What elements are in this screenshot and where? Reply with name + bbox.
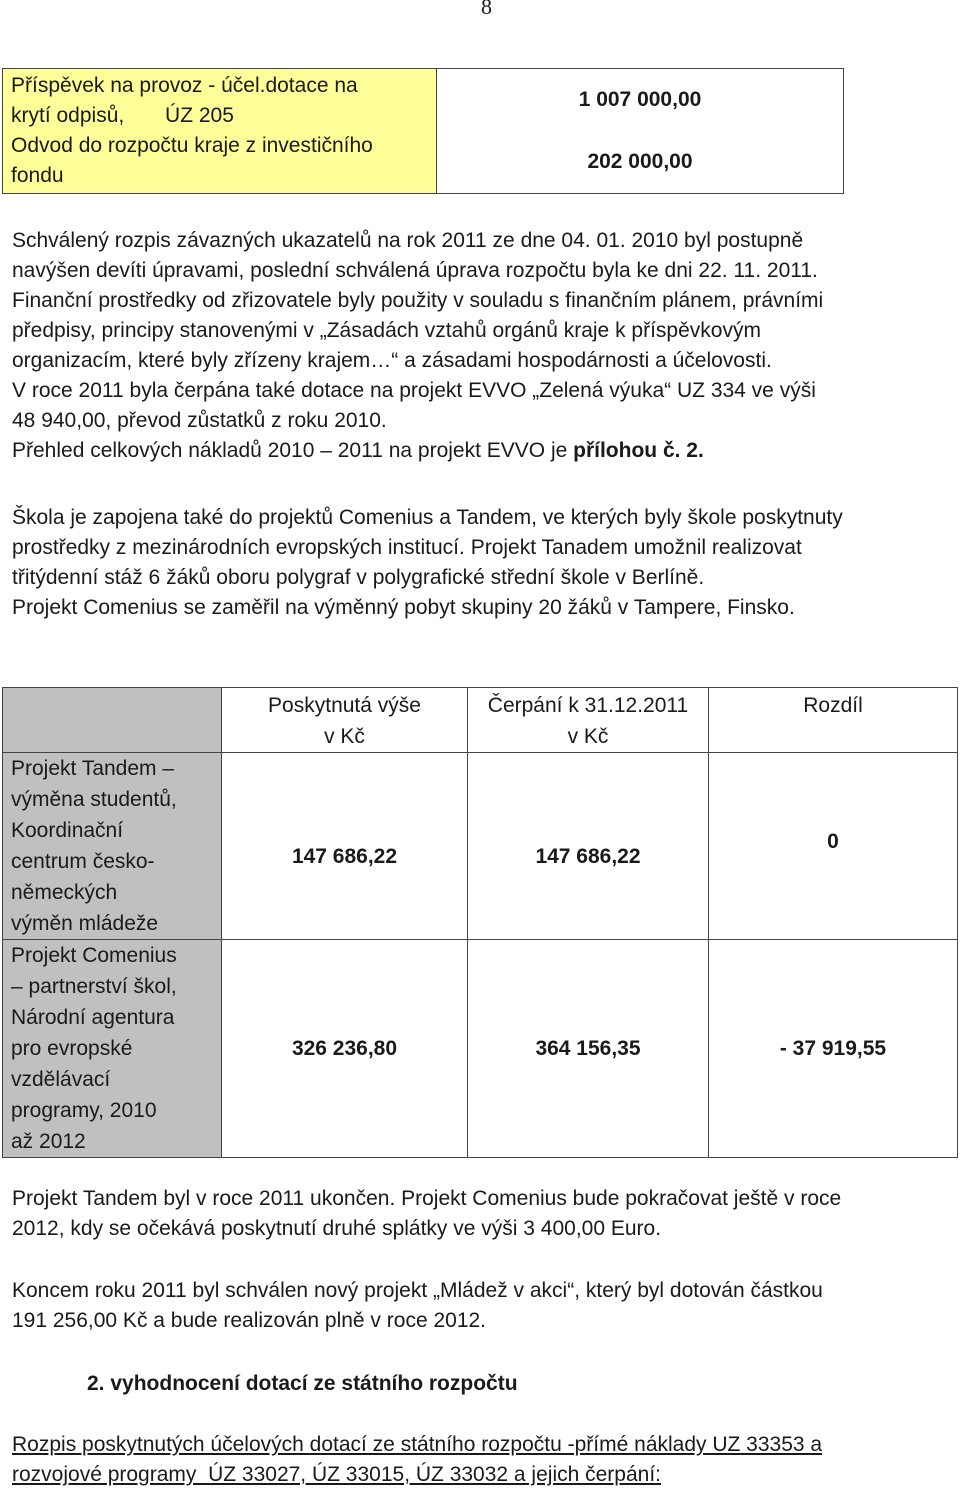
project-name-line: Projekt Comenius: [11, 944, 177, 967]
funding-values-cell: [437, 69, 844, 194]
funding-value: 1 007 000,00: [578, 88, 702, 111]
text-line: 2012, kdy se očekává poskytnutí druhé splátky ve výši 3 400,00 Euro.: [12, 1217, 662, 1240]
text-line: Projekt Tandem byl v roce 2011 ukončen. Projekt Comenius bude pokračovat ještě v roce: [12, 1187, 842, 1210]
text-line: organizacím, které byly zřízeny krajem…“ a zásadami hospodárnosti a účelovosti.: [12, 349, 772, 372]
difference-amount: 0: [709, 753, 958, 940]
project-funding-table: [2, 687, 958, 1158]
section-heading: 2. vyhodnocení dotací ze státního rozpočtu: [87, 1372, 518, 1395]
project-name-line: výměn mládeže: [11, 912, 159, 935]
text-line: Schválený rozpis závazných ukazatelů na rok 2011 ze dne 04. 01. 2010 byl postupně: [12, 229, 804, 252]
text-line: prostředky z mezinárodních evropských institucí. Projekt Tanadem umožnil realizovat: [12, 536, 802, 559]
project-name-line: výměna studentů,: [11, 788, 177, 811]
text-line: [12, 436, 952, 466]
column-header-line: Rozdíl: [803, 694, 863, 717]
column-header-line: v Kč: [567, 725, 609, 748]
provided-amount: 147 686,22: [222, 753, 468, 940]
youth-project-paragraph: [12, 1276, 952, 1336]
text-fragment: Přehled celkových nákladů 2010 – 2011 na projekt EVVO je: [12, 439, 574, 462]
spent-amount: 147 686,22: [468, 753, 709, 940]
project-name-line: až 2012: [11, 1130, 86, 1153]
project-name-line: Národní agentura: [11, 1006, 175, 1029]
funding-summary-table: [2, 68, 844, 194]
budget-paragraph: [12, 226, 952, 466]
text-line: třitýdenní stáž 6 žáků oboru polygraf v polygrafické střední škole v Berlíně.: [12, 566, 705, 589]
difference-amount: - 37 919,55: [709, 940, 958, 1158]
attachment-reference: přílohou č. 2.: [573, 439, 704, 462]
column-header-line: Čerpání k 31.12.2011: [487, 694, 689, 717]
text-line: Koncem roku 2011 byl schválen nový projekt „Mládež v akci“, který byl dotován částkou: [12, 1279, 823, 1302]
column-header: [709, 688, 958, 753]
table-row: [3, 69, 844, 194]
project-name-cell: [3, 753, 222, 940]
table-row: [3, 753, 958, 940]
text-line: rozvojové programy ÚZ 33027, ÚZ 33015, ÚZ 33032 a jejich čerpání:: [12, 1463, 662, 1486]
table-header-row: [3, 688, 958, 753]
project-name-line: – partnerství škol,: [11, 975, 177, 998]
funding-label-line: krytí odpisů, ÚZ 205: [11, 104, 234, 127]
project-name-line: Projekt Tandem –: [11, 757, 175, 780]
text-line: V roce 2011 byla čerpána také dotace na projekt EVVO „Zelená výuka“ UZ 334 ve výši: [12, 379, 816, 402]
text-line: Rozpis poskytnutých účelových dotací ze státního rozpočtu -přímé náklady UZ 33353 a: [12, 1433, 823, 1456]
column-header: [468, 688, 709, 753]
project-name-line: německých: [11, 881, 118, 904]
funding-label-line: Příspěvek na provoz - účel.dotace na: [11, 74, 358, 97]
empty-header-cell: [3, 688, 222, 753]
table-row: [3, 940, 958, 1158]
funding-labels-cell: [3, 69, 437, 194]
project-name-cell: [3, 940, 222, 1158]
text-line: 48 940,00, převod zůstatků z roku 2010.: [12, 409, 387, 432]
projects-paragraph: [12, 503, 952, 623]
text-line: 191 256,00 Kč a bude realizován plně v roce 2012.: [12, 1309, 487, 1332]
project-name-line: Koordinační: [11, 819, 124, 842]
project-name-line: centrum česko-: [11, 850, 155, 873]
tandem-comenius-paragraph: [12, 1184, 952, 1244]
text-line: Projekt Comenius se zaměřil na výměnný pobyt skupiny 20 žáků v Tampere, Finsko.: [12, 596, 795, 619]
text-line: navýšen devíti úpravami, poslední schválená úprava rozpočtu byla ke dni 22. 11. 2011.: [12, 259, 818, 282]
funding-label-line: fondu: [11, 164, 64, 187]
column-header: [222, 688, 468, 753]
text-line: Finanční prostředky od zřizovatele byly použity v souladu s finančním plánem, právními: [12, 289, 824, 312]
provided-amount: 326 236,80: [222, 940, 468, 1158]
project-name-line: programy, 2010: [11, 1099, 157, 1122]
page-number: 8: [481, 0, 492, 19]
column-header-line: v Kč: [324, 725, 365, 748]
funding-label-line: Odvod do rozpočtu kraje z investičního: [11, 134, 373, 157]
text-line: Škola je zapojena také do projektů Comenius a Tandem, ve kterých byly škole poskytnuty: [12, 506, 843, 529]
funding-value: 202 000,00: [587, 150, 693, 173]
text-line: předpisy, principy stanovenými v „Zásadách vztahů orgánů kraje k příspěvkovým: [12, 319, 761, 342]
spent-amount: 364 156,35: [468, 940, 709, 1158]
subsidy-breakdown-heading: [12, 1430, 952, 1490]
project-name-line: vzdělávací: [11, 1068, 111, 1091]
column-header-line: Poskytnutá výše: [268, 694, 421, 717]
project-name-line: pro evropské: [11, 1037, 133, 1060]
